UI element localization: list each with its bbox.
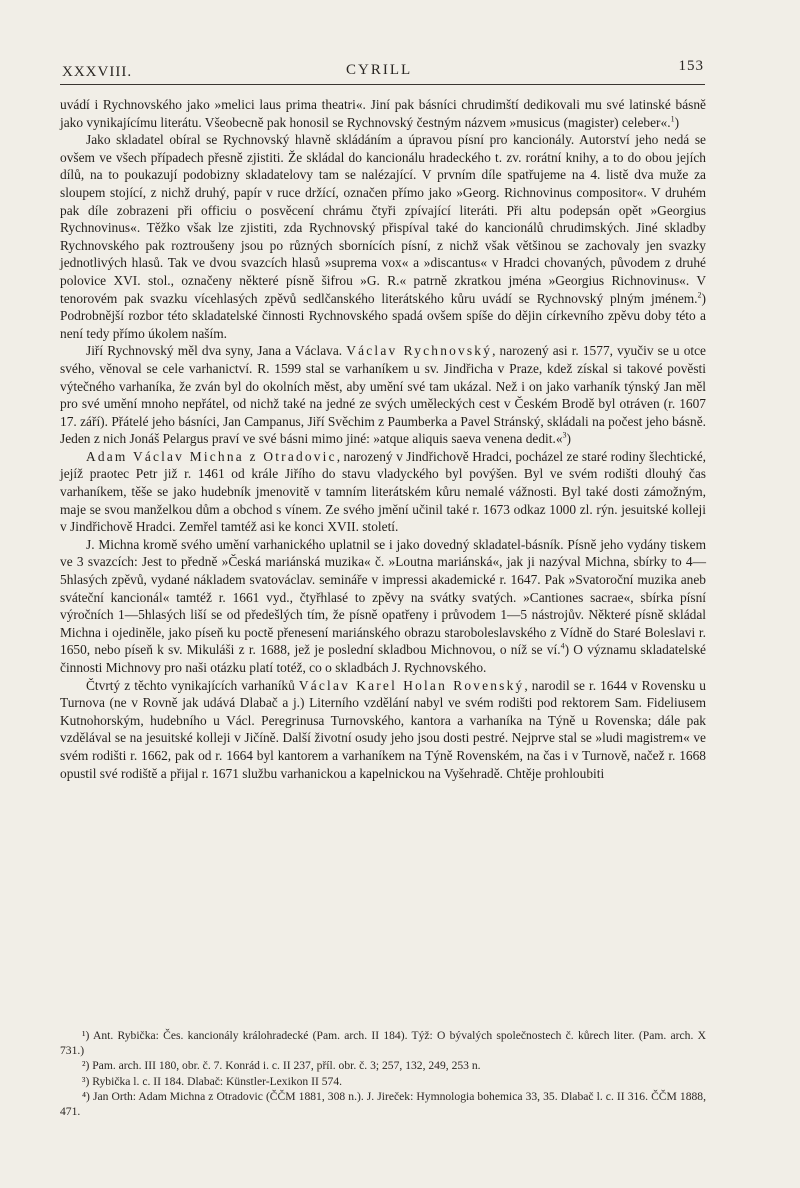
paragraph <box>60 536 706 677</box>
text-run: Jiří Rychnovský měl dva syny, Jana a Václava. <box>86 343 347 359</box>
footnote-ref: 4 <box>560 641 565 651</box>
footnote-ref: 1 <box>670 114 675 124</box>
main-text <box>60 96 706 782</box>
footnote-ref: 3 <box>562 430 567 440</box>
text-run: , narozený asi r. 1577, vyučiv se u otce svého, věnoval se cele varhanictví. R. 1599 stal se varhaníkem u sv. Jindřicha v Praze, kdež získal si takové pověsti výtečného varhaníka, že zván byl do okolních měst, aby umění své tam ukázal. Než i on jako varhaník týnský Jan měl pro své umění mnoho nepřátel, od nichž také na jedné ze svých uměleckých cest v Českém Brodě byl otráven (r. 1607 17. září). Přátelé jeho básníci, Jan Campanus, Jiří Svěchim z Paumberka a Pavel Stránský, skládali na počest jeho básně. Jeden z nich Jonáš Pelargus praví ve své básni mimo jiné: »atque aliquis saeva venena dedit.« <box>60 343 706 447</box>
running-header <box>60 58 704 84</box>
paragraph <box>60 677 706 783</box>
paragraph <box>60 448 706 536</box>
paragraph <box>60 96 706 131</box>
paragraph <box>60 342 706 448</box>
text-run: Jako skladatel obíral se Rychnovský hlavně skládáním a úpravou písní pro kancionály. Autorství jeho nedá se ovšem ve všech případech přesně zjistiti. Že skládal do kancionálu hradeckého t. zv. rorátní knihy, a to do obou jejích dílů, na to poukazují podobizny skladatelovy tam se nalézající. V prvním díle spatřujeme na 4. listě dva muže za sloupem stojící, z nichž druhý, papír v ruce držící, označen přímo jako »Georg. Richnovinus compositor«. V druhém pak díle zobrazeni při officiu o posvěcení chrámu čtyři zpívající literáti. Při altu podepsán opět »Georgius Rychnovinus«. Těžko však lze zjistiti, zda Rychnovský přispíval také do kancionálů chrudimských. Jiné skladby Rychnovského pak roztroušeny jsou po různých sbornících písní, z nichž však většinou se zachovaly jen svazky jednotlivých hlasů. Tak ve dvou svazcích hlasů »suprema vox« a »discantus« v Hradci chovaných, původem z druhé polovice XVI. stol., označeny některé písně šifrou »G. R.« patrně zkratkou jména »Georgius Richnovinus«. V tenorovém pak svazku vícehlasých zpěvů sedlčanského literátského kůru uvádí se Rychnovský plným jménem. <box>60 132 706 306</box>
text-run: uvádí i Rychnovského jako »melici laus prima theatri«. Jiní pak básníci chrudimští dedikovali mu své latinské básně jako vynikajícímu literátu. Všeobecně pak honosil se Rychnovský čestným názvem »musicus (magister) celeber«. <box>60 97 706 130</box>
paragraph <box>60 131 706 342</box>
chapter-number: XXXVIII. <box>62 64 133 80</box>
text-run: , narodil se r. 1644 v Rovensku u Turnova (ne v Rovně jak udává Dlabač a j.) Literního vzdělání nabyl ve svém rodišti pod rektorem Sam. Fideliusem Kutnohorským, hudebního u Václ. Peregrinusa Turnovského, kantora a varhaníka na Týně u Rovenska; dále pak vzdělával se na jesuitské kolleji v Jičíně. Další životní osudy jeho jsou dosti pestré. Nejprve stal se »ludi magistrem« ve svém rodišti r. 1662, pak od r. 1664 byl kantorem a varhaníkem na Týně Rovenském, na čas i v Turnově, načež r. 1668 opustil své rodiště a přijal r. 1671 službu varhanickou a kapelnickou na Vyšehradě. Chtěje prohloubiti <box>60 677 706 781</box>
running-title: CYRILL <box>346 62 413 78</box>
text-run: Čtvrtý z těchto vynikajících varhaníků <box>86 677 299 693</box>
page-number: 153 <box>678 58 704 74</box>
header-rule <box>60 84 705 85</box>
spaced-name: Václav Karel Holan Rovenský <box>298 677 525 693</box>
text-run: , narozený v Jindřichově Hradci, pocházel ze staré rodiny šlechtické, jejíž praotec Petr již r. 1461 od krále Jiřího do stavu vladyckého byl povýšen. Byl ve svém rodišti dlouhý čas varhaníkem, těše se jako hudebník jmenovitě v tamním literátském kůru nemalé vážnosti. Byl také dosti zámožným, maje se svou manželkou dům a obchod s vínem. Ze svého jmění učinil také r. 1673 odkaz 1000 zl. rýn. jesuitské kolleji v Jindřichově Hradci. Zemřel tamtéž asi ke konci XVII. století. <box>60 448 706 535</box>
footnote: ¹) Ant. Rybička: Čes. kancionály králohradecké (Pam. arch. II 184). Týž: O bývalých společnostech č. kůrech liter. (Pam. arch. X 731.) <box>60 1029 706 1058</box>
text-run: ) Podrobnější rozbor této skladatelské činnosti Rychnovského spadá ovšem spíše do dějin církevního zpěvu doby této a není tedy přímo úkolem naším. <box>60 290 706 341</box>
footnote-ref: 2 <box>697 290 702 300</box>
footnotes <box>60 1028 706 1119</box>
footnote: ³) Rybička l. c. II 184. Dlabač: Künstler-Lexikon II 574. <box>82 1074 343 1088</box>
spaced-name: Václav Rychnovský <box>346 343 493 359</box>
text-run: ) <box>674 114 680 130</box>
text-run: ) <box>566 431 571 447</box>
spaced-name: Adam Václav Michna z Otradovic <box>86 448 337 464</box>
footnote: ²) Pam. arch. III 180, obr. č. 7. Konrád i. c. II 237, příl. obr. č. 3; 257, 132, 249, 253 n. <box>82 1059 481 1073</box>
text-run: ) O významu skladatelské činnosti Michnovy pro naši otázku platí totéž, co o skladbách J. Rychnovského. <box>60 642 707 675</box>
text-run: J. Michna kromě svého umění varhanického uplatnil se i jako dovedný skladatel-básník. Písně jeho vydány tiskem ve 3 svazcích: Jest to předně »Česká mariánská muzika« č. »Loutna mariánská«, jak ji nazýval Michna, sbírky to 4—5hlasých zpěvů, vydané nákladem svatováclav. semináře v impressi akademické r. 1647. Pak »Svatoroční muzika aneb sváteční kancionál« tamtéž r. 1661 vyd., čtyřhlasé to zpěvy na svátky svatých. »Cantiones sacrae«, sbírka písní výročních 1—5hlasých liší se od předešlých tím, že písně opatřeny i průvodem 1—5 nástrojův. Některé písně skládal Michna i ojediněle, jako píseň ku poctě přenesení mariánského obrazu staroboleslavského z Vídně do Staré Boleslavi r. 1650, nebo píseň k sv. Mikuláši z r. 1688, jež je poslední skladbou Michnovou, o níž se ví. <box>60 536 706 658</box>
footnote: ⁴) Jan Orth: Adam Michna z Otradovic (ČČM 1881, 308 n.). J. Jireček: Hymnologia bohemica 33, 35. Dlabač l. c. II 316. ČČM 1888, 471. <box>60 1089 706 1119</box>
